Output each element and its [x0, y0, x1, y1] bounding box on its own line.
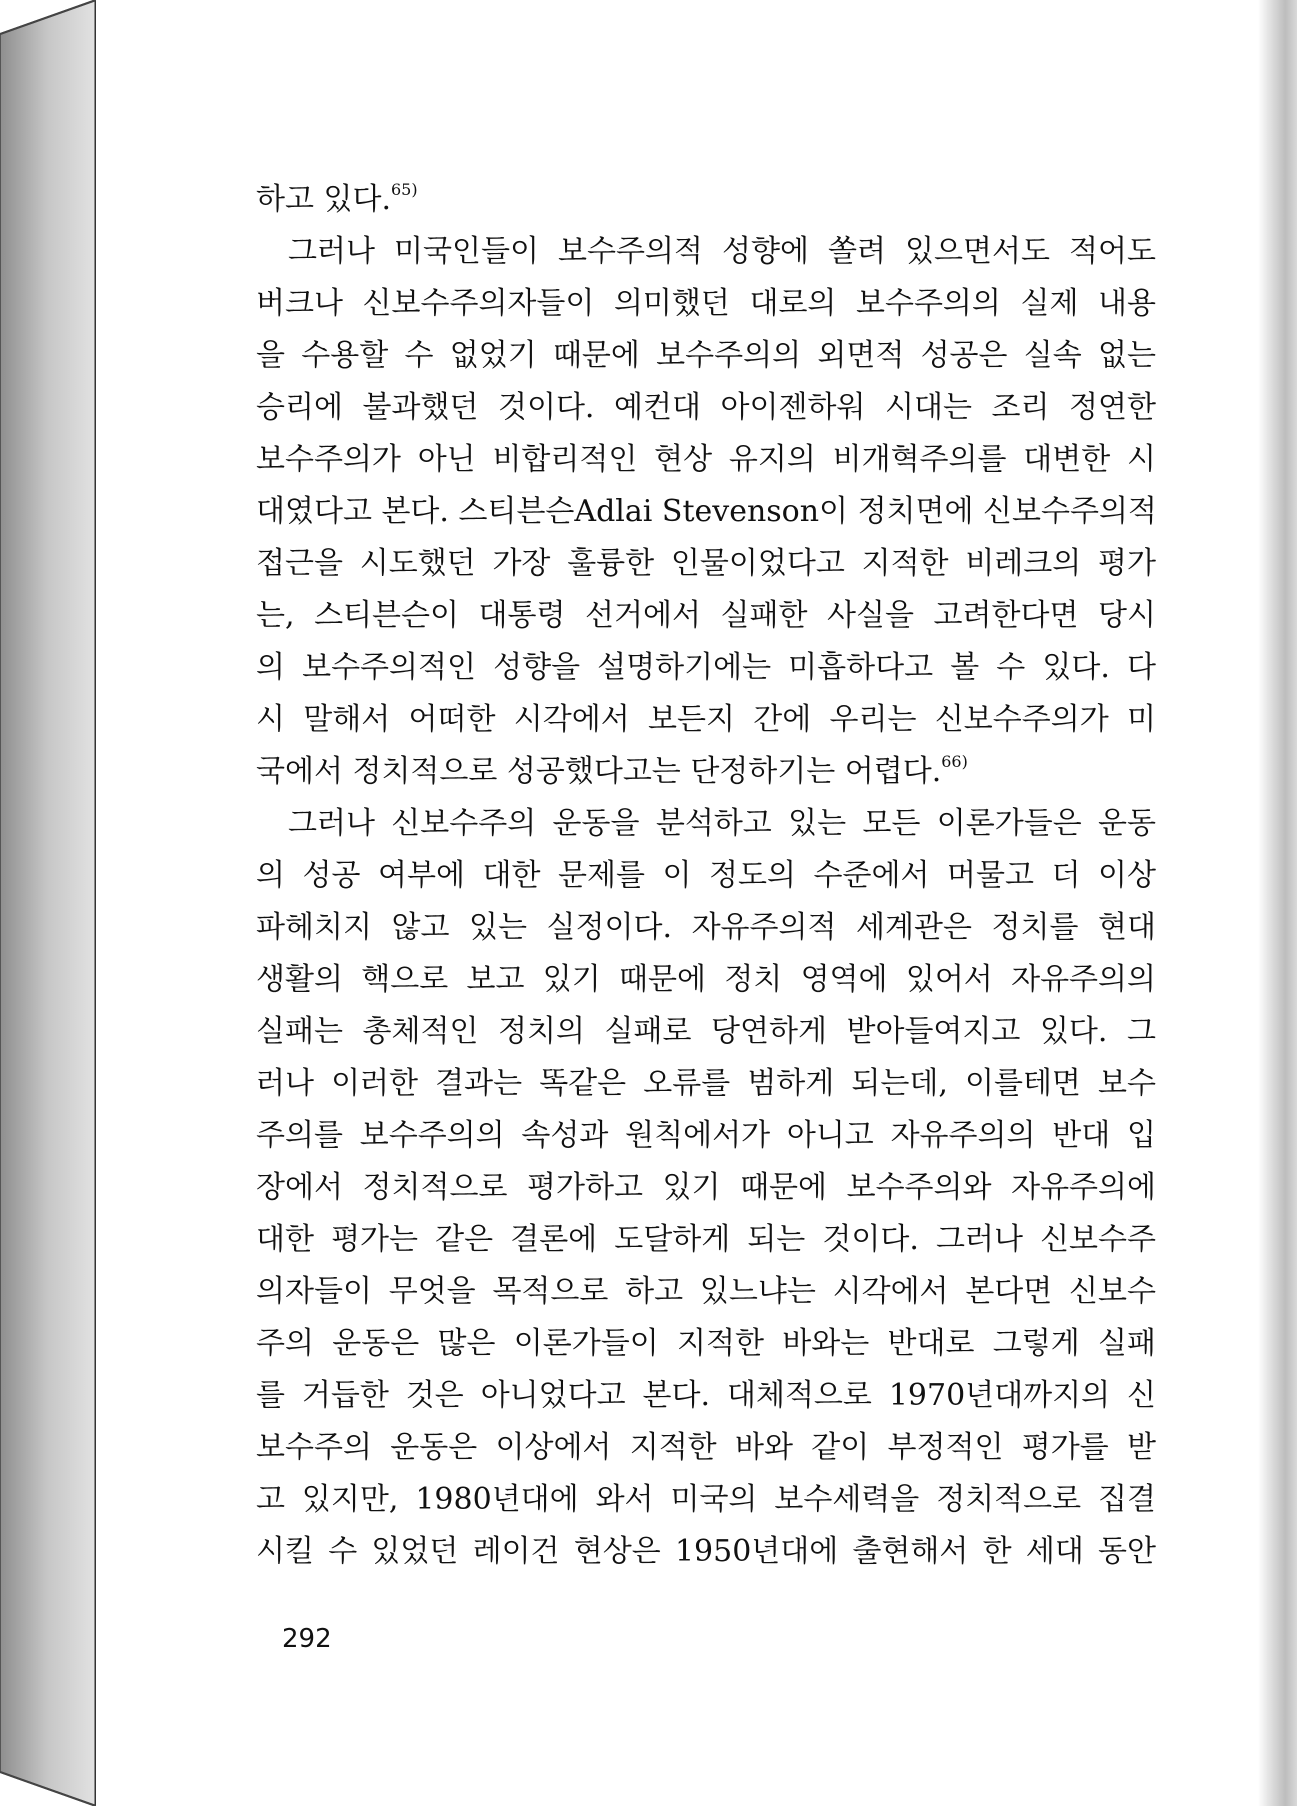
text-line-content: 의자들이 무엇을 목적으로 하고 있느냐는 시각에서 본다면 신보수: [256, 1274, 1156, 1309]
text-line-content: 를 거듭한 것은 아니었다고 본다. 대체적으로 1970년대까지의 신: [256, 1378, 1156, 1413]
footnote-marker: 65): [391, 180, 418, 199]
text-line-content: 하고 있다.: [256, 182, 391, 217]
text-line-content: 파헤치지 않고 있는 실정이다. 자유주의적 세계관은 정치를 현대: [256, 910, 1156, 945]
text-line: [256, 694, 1156, 746]
text-line-content: 주의를 보수주의의 속성과 원칙에서가 아니고 자유주의의 반대 입: [256, 1118, 1156, 1153]
text-line-content: 시 말해서 어떠한 시각에서 보든지 간에 우리는 신보수주의가 미: [256, 702, 1156, 737]
text-line: [256, 1370, 1156, 1422]
text-line: [256, 434, 1156, 486]
text-line: [256, 1110, 1156, 1162]
text-line-content: 그러나 미국인들이 보수주의적 성향에 쏠려 있으면서도 적어도: [288, 234, 1156, 269]
page-edge-shadow: [1258, 0, 1297, 1806]
text-line: [256, 1318, 1156, 1370]
text-line-content: 대였다고 본다. 스티븐슨Adlai Stevenson이 정치면에 신보수주의적: [256, 494, 1157, 529]
text-line-content: 대한 평가는 같은 결론에 도달하게 되는 것이다. 그러나 신보수주: [256, 1222, 1156, 1257]
text-line: [256, 1422, 1156, 1474]
text-line: [256, 1214, 1156, 1266]
text-line-content: 러나 이러한 결과는 똑같은 오류를 범하게 되는데, 이를테면 보수: [256, 1066, 1156, 1101]
text-line: [256, 642, 1156, 694]
text-line: [256, 1526, 1156, 1578]
text-line-content: 의 보수주의적인 성향을 설명하기에는 미흡하다고 볼 수 있다. 다: [256, 650, 1156, 685]
text-line: [256, 486, 1156, 538]
text-line: [256, 902, 1156, 954]
text-line: [256, 1266, 1156, 1318]
text-line: [256, 330, 1156, 382]
text-line-content: 승리에 불과했던 것이다. 예컨대 아이젠하워 시대는 조리 정연한: [256, 390, 1156, 425]
text-line-content: 보수주의 운동은 이상에서 지적한 바와 같이 부정적인 평가를 받: [256, 1430, 1156, 1465]
text-line-content: 장에서 정치적으로 평가하고 있기 때문에 보수주의와 자유주의에: [256, 1170, 1156, 1205]
text-line-content: 생활의 핵으로 보고 있기 때문에 정치 영역에 있어서 자유주의의: [256, 962, 1156, 997]
text-line-content: 실패는 총체적인 정치의 실패로 당연하게 받아들여지고 있다. 그: [256, 1014, 1156, 1049]
text-line-content: 고 있지만, 1980년대에 와서 미국의 보수세력을 정치적으로 집결: [256, 1482, 1156, 1517]
text-line: [256, 1162, 1156, 1214]
text-line: [256, 1058, 1156, 1110]
text-line-content: 는, 스티븐슨이 대통령 선거에서 실패한 사실을 고려한다면 당시: [256, 598, 1156, 633]
text-line: [256, 954, 1156, 1006]
text-line-content: 버크나 신보수주의자들이 의미했던 대로의 보수주의의 실제 내용: [256, 286, 1156, 321]
text-line: [256, 1474, 1156, 1526]
text-line-content: 접근을 시도했던 가장 훌륭한 인물이었다고 지적한 비레크의 평가: [256, 546, 1156, 581]
text-line: [256, 1006, 1156, 1058]
text-line-content: 그러나 신보수주의 운동을 분석하고 있는 모든 이론가들은 운동: [288, 806, 1156, 841]
text-line-content: 을 수용할 수 없었기 때문에 보수주의의 외면적 성공은 실속 없는: [256, 338, 1156, 373]
text-line-content: 의 성공 여부에 대한 문제를 이 정도의 수준에서 머물고 더 이상: [256, 858, 1156, 893]
page-number: 292: [282, 1624, 332, 1654]
page-body-text: [256, 174, 1156, 1578]
text-line: [256, 538, 1156, 590]
text-line: [256, 174, 1156, 226]
text-line-content: 시킬 수 있었던 레이건 현상은 1950년대에 출현해서 한 세대 동안: [256, 1534, 1156, 1569]
text-line: [256, 226, 1156, 278]
text-line-content: 보수주의가 아닌 비합리적인 현상 유지의 비개혁주의를 대변한 시: [256, 442, 1156, 477]
text-line-content: 국에서 정치적으로 성공했다고는 단정하기는 어렵다.: [256, 754, 942, 789]
text-line: [256, 278, 1156, 330]
text-line: [256, 590, 1156, 642]
footnote-marker: 66): [941, 752, 968, 771]
text-line: [256, 746, 1156, 798]
text-line: [256, 382, 1156, 434]
text-line-content: 주의 운동은 많은 이론가들이 지적한 바와는 반대로 그렇게 실패: [256, 1326, 1156, 1361]
text-line: [256, 850, 1156, 902]
text-line: [256, 798, 1156, 850]
